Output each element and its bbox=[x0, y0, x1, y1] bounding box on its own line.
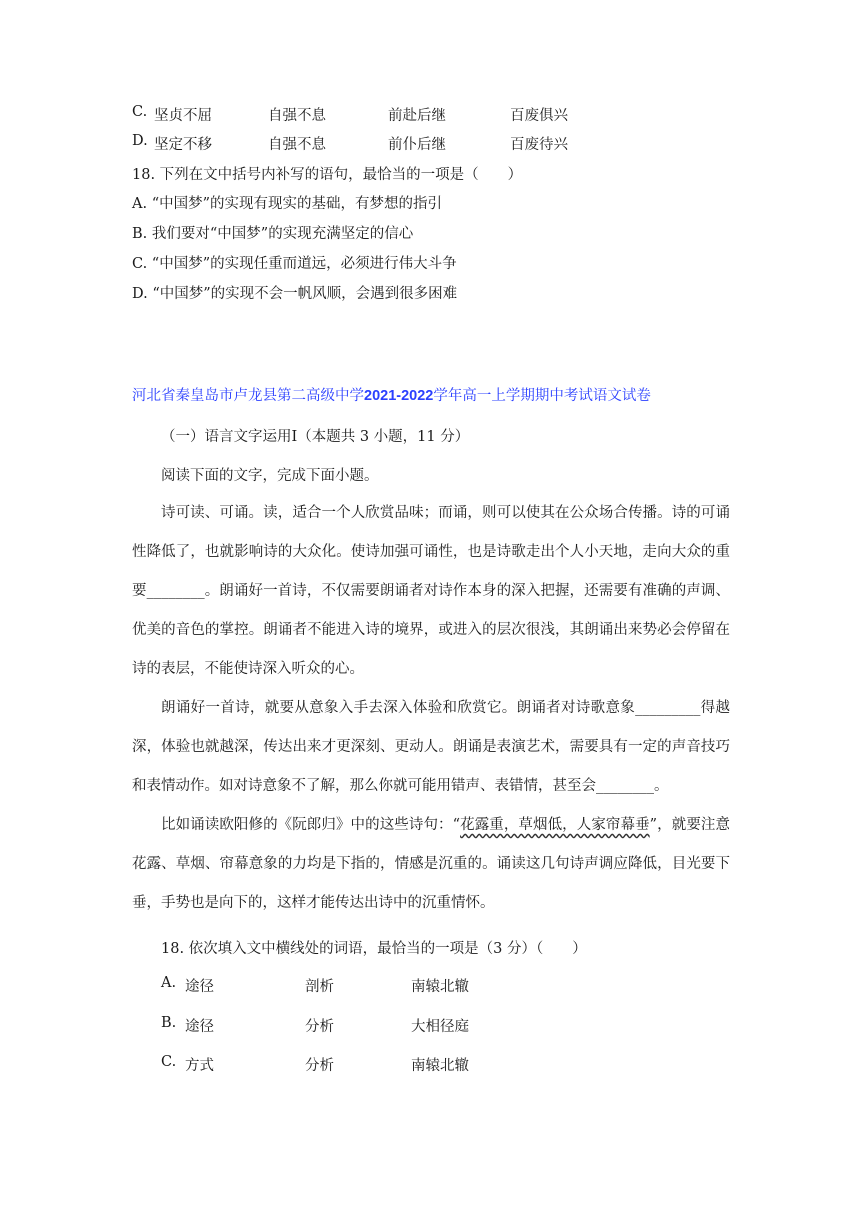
option-item: 百废俱兴 bbox=[510, 108, 568, 124]
option-item: 剖析 bbox=[305, 979, 334, 995]
passage-paragraph-2: 朗诵好一首诗，就要从意象入手去深入体验和欣赏它。朗诵者对诗歌意象_________得越深，体验也就越深，传达出来才更深刻、更动人。朗诵是表演艺术，需要具有一定的声音技巧和表情动作。如对诗意象不了解，那么你就可能用错声、表错情，甚至会________。 bbox=[132, 700, 730, 794]
answer-option-b: B. 我们要对“中国梦”的实现充满坚定的信心 bbox=[132, 226, 414, 242]
passage-paragraph-1: 诗可读、可诵。读，适合一个人欣赏品味；而诵，则可以使其在公众场合传播。诗的可诵性降低了，也就影响诗的大众化。使诗加强可诵性，也是诗歌走出个人小天地，走向大众的重要________。朗诵好一首诗，不仅需要朗诵者对诗作本身的深入把握，还需要有准确的声调、优美的音色的掌控。朗诵者不能进入诗的境界，或进入的层次很浅，其朗诵出来势必会停留在诗的表层，不能使诗深入听众的心。 bbox=[132, 505, 730, 677]
option-item: 自强不息 bbox=[268, 137, 326, 153]
option-label: C. bbox=[132, 104, 148, 120]
option-item: 自强不息 bbox=[268, 108, 326, 124]
section-header: （一）语言文字运用Ⅰ（本题共 3 小题，11 分） bbox=[161, 429, 470, 445]
answer-option-a: A. “中国梦”的实现有现实的基础，有梦想的指引 bbox=[132, 196, 443, 212]
option-label: B. bbox=[161, 1015, 177, 1031]
reading-instruction: 阅读下面的文字，完成下面小题。 bbox=[161, 468, 379, 484]
option-label: D. bbox=[132, 133, 148, 149]
option-item: 分析 bbox=[305, 1019, 334, 1035]
paragraph-text: ”，就要注意花露、草烟、帘幕意象的力均是下指的，情感是沉重的。诵读这几句诗声调应降低，目光要下垂，手势也是向下的，这样才能传达出诗中的沉重情怀。 bbox=[132, 817, 730, 911]
question-stem: 18. 下列在文中括号内补写的语句，最恰当的一项是（ ） bbox=[132, 167, 523, 183]
option-item: 坚定不移 bbox=[154, 137, 212, 153]
source-prefix: 河北省秦皇岛市卢龙县第二高级中学 bbox=[132, 388, 364, 404]
option-item: 坚贞不屈 bbox=[154, 108, 212, 124]
source-suffix: 学年高一上学期期中考试语文试卷 bbox=[433, 388, 651, 404]
question-stem: 18. 依次填入文中横线处的词语，最恰当的一项是（3 分）（ ） bbox=[161, 941, 587, 957]
option-item: 南辕北辙 bbox=[411, 1058, 469, 1074]
option-item: 百废待兴 bbox=[510, 137, 568, 153]
option-item: 分析 bbox=[305, 1058, 334, 1074]
answer-option-c: C. “中国梦”的实现任重而道远，必须进行伟大斗争 bbox=[132, 256, 457, 272]
passage-paragraph-3 bbox=[132, 806, 730, 923]
option-item: 途径 bbox=[185, 1019, 214, 1035]
option-item: 大相径庭 bbox=[411, 1019, 469, 1035]
option-item: 途径 bbox=[185, 979, 214, 995]
option-item: 南辕北辙 bbox=[411, 979, 469, 995]
quoted-verse: 花露重，草烟低，人家帘幕垂 bbox=[460, 817, 650, 833]
option-item: 前赴后继 bbox=[388, 108, 446, 124]
option-item: 前仆后继 bbox=[388, 137, 446, 153]
option-item: 方式 bbox=[185, 1058, 214, 1074]
source-year: 2021-2022 bbox=[364, 388, 434, 404]
option-label: A. bbox=[161, 975, 177, 991]
paragraph-text: 比如诵读欧阳修的《阮郎归》中的这些诗句：“ bbox=[161, 817, 461, 833]
exam-source-title bbox=[132, 384, 651, 405]
answer-option-d: D. “中国梦”的实现不会一帆风顺，会遇到很多困难 bbox=[132, 286, 458, 302]
option-label: C. bbox=[161, 1054, 177, 1070]
